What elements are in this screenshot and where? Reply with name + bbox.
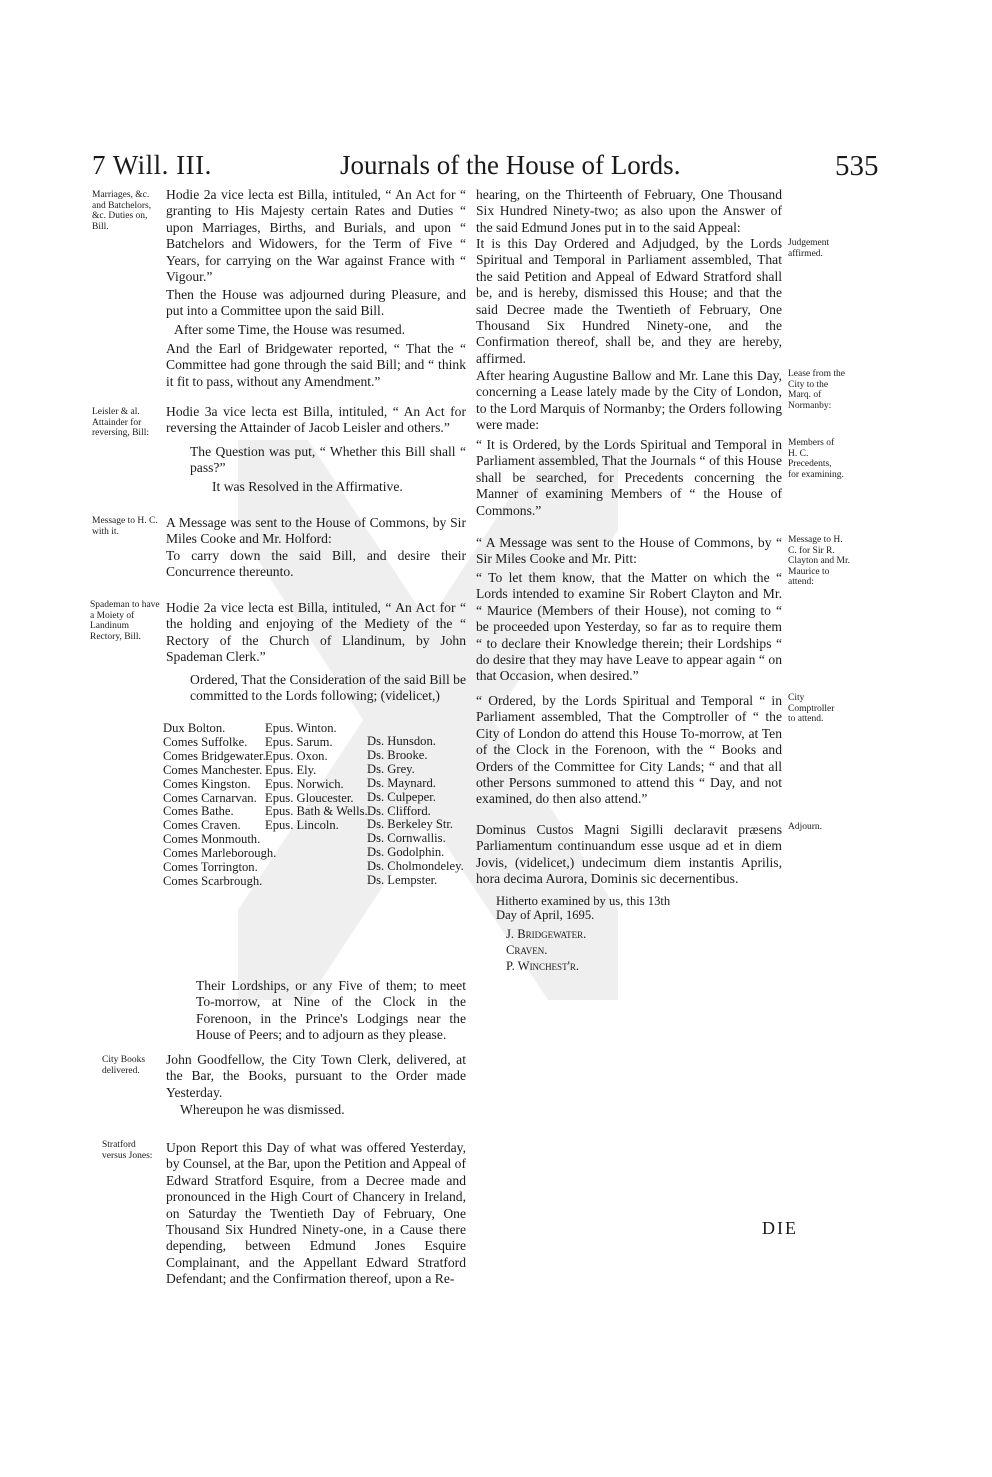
lord-entry: Ds. Berkeley Str. bbox=[367, 817, 454, 832]
lord-entry: Ds. Culpeper. bbox=[367, 789, 436, 804]
paragraph-bridgewater-report: And the Earl of Bridgewater reported, “ That the “ Committee had gone through the said Bill; and “ think it fit to pass, without any Amendment.” bbox=[166, 341, 466, 389]
signatures bbox=[506, 926, 586, 974]
lord-entry: Ds. Cornwallis. bbox=[367, 831, 446, 846]
paragraph-question: The Question was put, “ Whether this Bill shall “ pass?” bbox=[190, 444, 466, 476]
lord-entry: Ds. Clifford. bbox=[367, 803, 431, 818]
paragraph-marriages-bill: Hodie 2a vice lecta est Billa, intituled, “ An Act for “ granting to His Majesty certain Rates and Duties “ upon Marriages, Births, and Burials, and upon “ Batchelors and Widowers, for the Term of Five “ Years, for carrying on the War against France with “ Vigour.” bbox=[166, 187, 466, 285]
lord-entry: Epus. Sarum. bbox=[265, 734, 333, 749]
lord-entry: Epus. Oxon. bbox=[265, 748, 328, 763]
margin-note-spademan: Spademan to have a Moiety of Landinum Rectory, Bill. bbox=[90, 600, 160, 642]
paragraph-rehearing: hearing, on the Thirteenth of February, One Thousand Six Hundred Ninety-two; as also upon the Answer of the said Edmund Jones put in to the said Appeal: bbox=[476, 187, 782, 235]
lord-entry: Comes Bathe. bbox=[163, 804, 234, 819]
paragraph-leisler-bill: Hodie 3a vice lecta est Billa, intituled, “ An Act for reversing the Attainder of Jacob Leisler and others.” bbox=[166, 404, 466, 436]
lord-entry: Epus. Lincoln. bbox=[265, 818, 339, 833]
margin-note-message-hc: Message to H. C. for Sir R. Clayton and Mr. Maurice to attend: bbox=[788, 535, 851, 587]
margin-note-leisler: Leisler & al. Attainder for reversing, Bill: bbox=[92, 407, 149, 438]
lord-entry: Comes Monmouth. bbox=[163, 832, 261, 847]
margin-note-message: Message to H. C. with it. bbox=[92, 516, 158, 537]
examined-note: Hitherto examined by us, this 13th Day of April, 1695. bbox=[496, 894, 671, 922]
margin-note-marriages: Marriages, &c. and Batchelors, &c. Duties on, Bill. bbox=[92, 190, 152, 232]
paragraph-clayton-maurice: “ To let them know, that the Matter on which the “ Lords intended to examine Sir Robert Clayton and Mr. “ Maurice (Members of their House), not coming to “ be proceeded upon Yesterday, so far as to require them “ to declare their Knowledge therein; their Lordships “ do desire that they may have Leave to appear again “ on that Occasion, when desired.” bbox=[476, 570, 782, 684]
lord-entry: Epus. Norwich. bbox=[265, 776, 344, 791]
lord-entry: Comes Scarbrough. bbox=[163, 873, 263, 888]
paragraph-message-pitt: “ A Message was sent to the House of Commons, by “ Sir Miles Cooke and Mr. Pitt: bbox=[476, 535, 782, 567]
paragraph-resolved: It was Resolved in the Affirmative. bbox=[212, 479, 403, 494]
lord-entry: Dux Bolton. bbox=[163, 721, 226, 735]
paragraph-stratford-report: Upon Report this Day of what was offered Yesterday, by Counsel, at the Bar, upon the Petition and Appeal of Edward Stratford Esquire, from a Decree made and pronounced in the High Court of Chancery in Ireland, on Saturday the Twentieth Day of February, One Thousand Six Hundred Ninety-one, in a Cause there depending, between Edmund Jones Esquire Complainant, and the Appellant Edward Stratford Defendant; and the Confirmation thereof, upon a Re- bbox=[166, 1140, 466, 1287]
lord-entry: Comes Carnarvan. bbox=[163, 790, 257, 805]
signature: Craven. bbox=[506, 943, 548, 957]
lord-entry: Epus. Ely. bbox=[265, 762, 317, 777]
lord-entry: Ds. Godolphin. bbox=[367, 845, 445, 860]
signature: J. Bridgewater. bbox=[506, 927, 587, 941]
lord-entry: Comes Torrington. bbox=[163, 860, 258, 875]
paragraph-ordered-committee: Ordered, That the Consideration of the said Bill be committed to the Lords following; (videlicet,) bbox=[190, 672, 466, 704]
paragraph-message-commons: A Message was sent to the House of Commons, by Sir Miles Cooke and Mr. Holford: bbox=[166, 515, 466, 547]
catchword: DIE bbox=[762, 1218, 798, 1238]
paragraph-journals-searched: “ It is Ordered, by the Lords Spiritual and Temporal in Parliament assembled, That the Journals “ of this House shall be searched, for Precedents concerning the Manner of examining Members of “ the House of Commons.” bbox=[476, 437, 782, 518]
paragraph-resumed: After some Time, the House was resumed. bbox=[174, 322, 406, 337]
page-number: 535 bbox=[835, 150, 879, 182]
margin-note-judgement: Judgement affirmed. bbox=[788, 238, 830, 259]
header-title: Journals of the House of Lords. bbox=[340, 150, 681, 180]
lords-list-barons bbox=[367, 735, 467, 888]
paragraph-dismissed: Whereupon he was dismissed. bbox=[180, 1102, 345, 1117]
paragraph-lease-hearing: After hearing Augustine Ballow and Mr. Lane this Day, concerning a Lease lately made by the City of London, to the Lord Marquis of Normanby; the Orders following were made: bbox=[476, 368, 782, 433]
lord-entry: Comes Bridgewater. bbox=[163, 748, 266, 763]
margin-note-city-books: City Books delivered. bbox=[102, 1055, 146, 1076]
lord-entry: Ds. Lempster. bbox=[367, 873, 438, 888]
paragraph-comptroller: “ Ordered, by the Lords Spiritual and Temporal “ in Parliament assembled, That the Comptroller of “ the City of London do attend this House To-morrow, at Ten of the Clock in the Forenoon, with the “ Books and Orders of the Committee for City Lands; “ and that all other Persons summoned to attend this “ Day, and not examined, do then also attend.” bbox=[476, 693, 782, 807]
lord-entry: Ds. Hunsdon. bbox=[367, 734, 436, 748]
lords-list-bishops bbox=[265, 721, 368, 833]
margin-note-lease: Lease from the City to the Marq. of Normanby: bbox=[788, 369, 845, 411]
lord-entry: Comes Manchester. bbox=[163, 762, 263, 777]
lord-entry: Epus. Bath & Wells. bbox=[265, 804, 368, 819]
header-regnal-year: 7 Will. III. bbox=[92, 150, 212, 180]
paragraph-carry-down: To carry down the said Bill, and desire their Concurrence thereunto. bbox=[166, 548, 466, 580]
paragraph-judgement: It is this Day Ordered and Adjudged, by the Lords Spiritual and Temporal in Parliament assembled, That the said Petition and Appeal of Edward Stratford shall be, and is hereby, dismissed this House; and that the said Decree made the Twentieth of February, One Thousand Six Hundred Ninety-one, and the Confirmation thereof, shall be, and they are hereby, affirmed. bbox=[476, 236, 782, 366]
margin-note-members: Members of H. C. Precedents, for examining. bbox=[788, 438, 844, 480]
paragraph-adjournment-latin: Dominus Custos Magni Sigilli declaravit præsens Parliamentum continuandum esse usque ad et in diem Jovis, (videlicet,) undecimum diem instantis Aprilis, hora decima Aurora, Dominis sic decernentibus. bbox=[476, 822, 782, 887]
lord-entry: Epus. Winton. bbox=[265, 721, 337, 735]
lords-list-earls bbox=[163, 721, 277, 889]
margin-note-stratford: Stratford versus Jones: bbox=[102, 1140, 153, 1161]
margin-note-adjourn: Adjourn. bbox=[788, 822, 823, 832]
paragraph-goodfellow: John Goodfellow, the City Town Clerk, delivered, at the Bar, the Books, pursuant to the Order made Yesterday. bbox=[166, 1052, 466, 1100]
lord-entry: Ds. Brooke. bbox=[367, 747, 428, 762]
lord-entry: Comes Kingston. bbox=[163, 776, 251, 791]
signature: P. Winchest'r. bbox=[506, 959, 579, 973]
lord-entry: Comes Suffolke. bbox=[163, 734, 248, 749]
lord-entry: Ds. Cholmondeley. bbox=[367, 859, 464, 874]
margin-note-city-comptroller: City Comptroller to attend. bbox=[788, 693, 835, 724]
lord-entry: Ds. Grey. bbox=[367, 761, 415, 776]
lord-entry: Comes Marleborough. bbox=[163, 846, 277, 861]
paragraph-committee: Then the House was adjourned during Pleasure, and put into a Committee upon the said Bill. bbox=[166, 287, 466, 319]
lord-entry: Epus. Gloucester. bbox=[265, 790, 354, 805]
lord-entry: Comes Craven. bbox=[163, 818, 241, 833]
paragraph-spademan-bill: Hodie 2a vice lecta est Billa, intituled, “ An Act for “ the holding and enjoying of the Mediety of the “ Rectory of the Church of Llandinum, by John Spademan Clerk.” bbox=[166, 600, 466, 665]
lord-entry: Ds. Maynard. bbox=[367, 775, 436, 790]
paragraph-lordships-meet: Their Lordships, or any Five of them; to meet To-morrow, at Nine of the Clock in the Forenoon, in the Prince's Lodgings near the House of Peers; and to adjourn as they please. bbox=[196, 978, 466, 1043]
